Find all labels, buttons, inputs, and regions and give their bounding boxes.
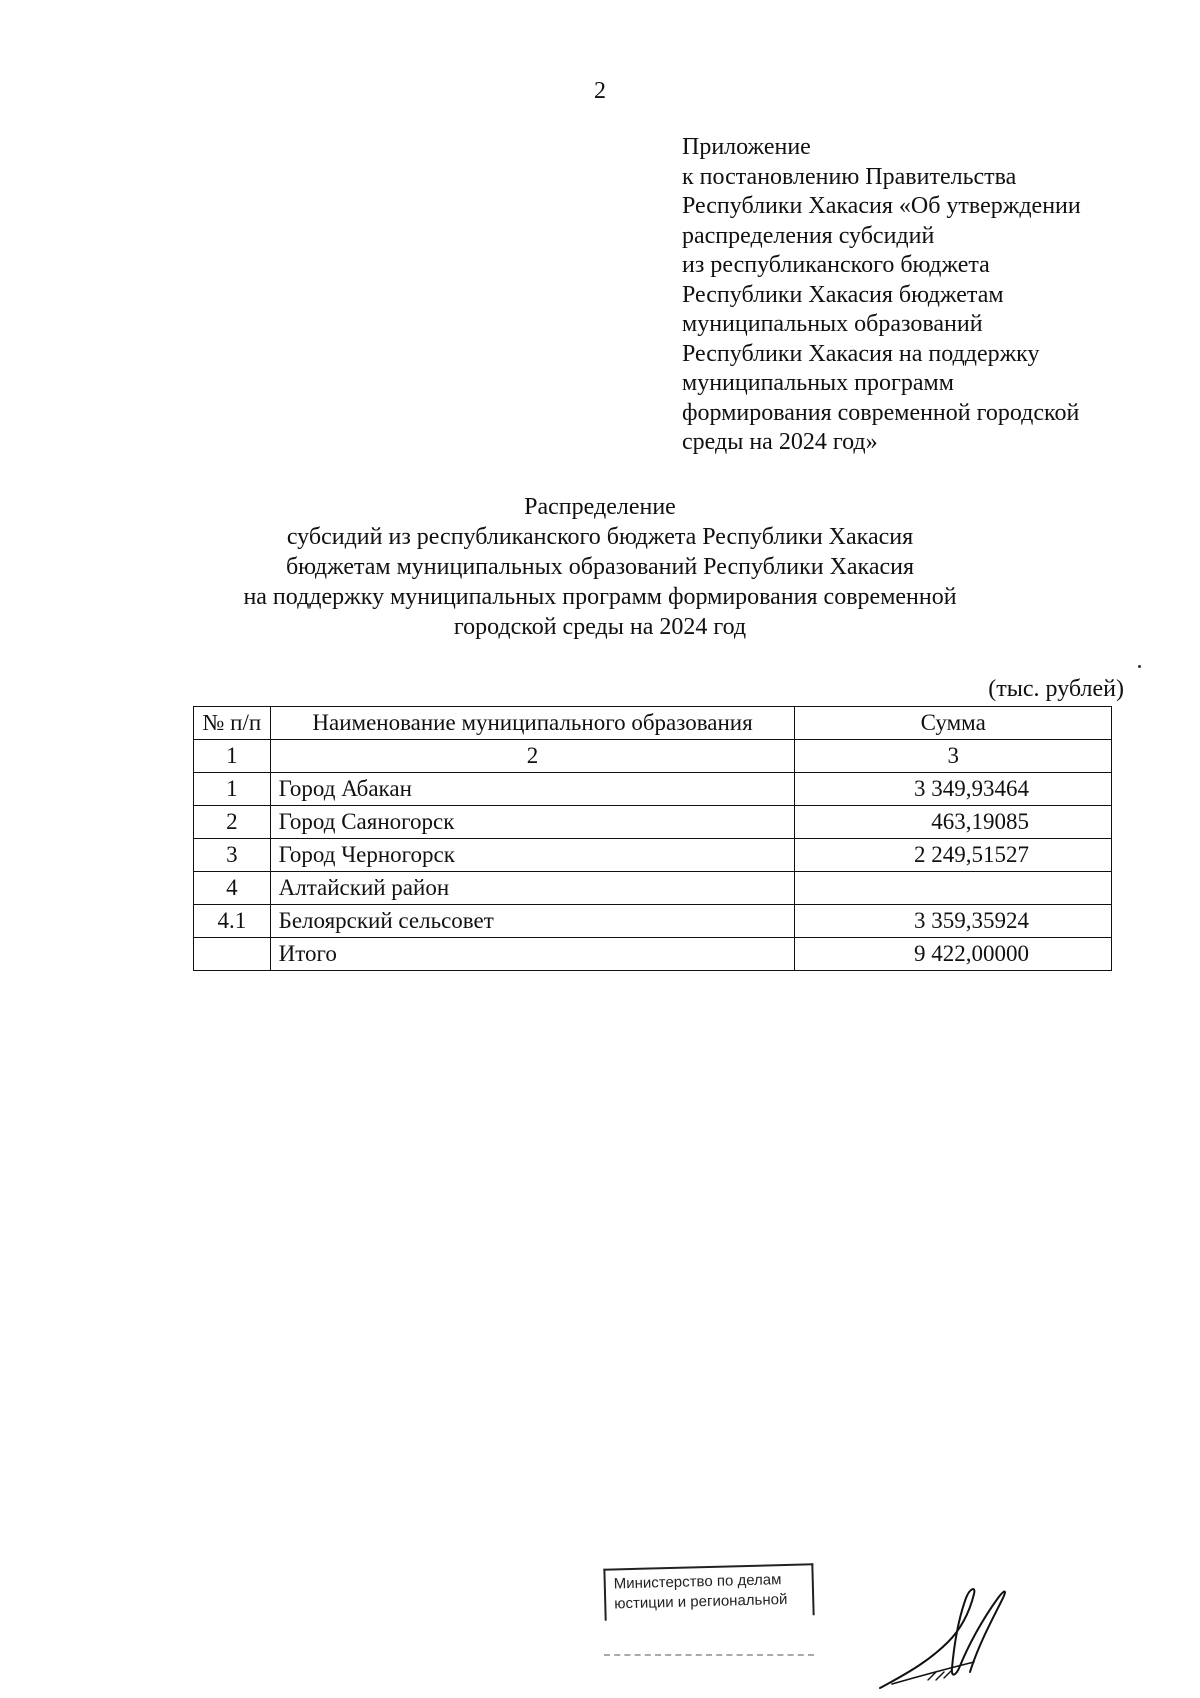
header-name: Наименование муниципального образования bbox=[270, 707, 795, 740]
row-name: Город Саяногорск bbox=[270, 806, 795, 839]
column-number: 2 bbox=[270, 740, 795, 773]
row-sum: 3 359,35924 bbox=[795, 905, 1112, 938]
appendix-line: распределения субсидий bbox=[682, 222, 935, 249]
heading-line: на поддержку муниципальных программ формирования современной bbox=[243, 584, 957, 610]
table-row bbox=[194, 872, 1112, 905]
heading-line: городской среды на 2024 год bbox=[453, 614, 747, 640]
page-number: 2 bbox=[594, 78, 606, 104]
appendix-line: муниципальных образований bbox=[682, 311, 983, 337]
header-sum: Сумма bbox=[795, 707, 1112, 740]
row-sum bbox=[795, 872, 1112, 905]
heading-line: субсидий из республиканского бюджета Республики Хакасия bbox=[286, 524, 914, 550]
appendix-line: среды на 2024 год» bbox=[682, 429, 878, 455]
column-number-row bbox=[194, 740, 1112, 773]
appendix-line: Республики Хакасия бюджетам bbox=[682, 281, 1004, 308]
total-row bbox=[194, 938, 1112, 971]
column-number: 3 bbox=[795, 740, 1112, 773]
row-name: Город Черногорск bbox=[270, 839, 795, 872]
row-sum: 3 349,93464 bbox=[795, 773, 1112, 806]
row-num: 2 bbox=[194, 806, 271, 839]
appendix-line: Приложение bbox=[682, 134, 811, 160]
stamp-line: юстиции и региональной bbox=[614, 1590, 788, 1613]
distribution-table bbox=[193, 706, 1112, 971]
row-sum: 9 422,00000 bbox=[795, 938, 1112, 971]
appendix-line: муниципальных программ bbox=[682, 370, 954, 396]
row-name: Город Абакан bbox=[270, 773, 795, 806]
appendix-line: формирования современной городской bbox=[682, 399, 1080, 426]
row-name: Итого bbox=[270, 938, 795, 971]
stamp-line: Министерство по делам bbox=[613, 1571, 782, 1593]
row-num: 3 bbox=[194, 839, 271, 872]
appendix-line: из республиканского бюджета bbox=[682, 252, 990, 278]
table-row bbox=[194, 773, 1112, 806]
unit-label: (тыс. рублей) bbox=[988, 676, 1124, 702]
row-num: 4.1 bbox=[194, 905, 271, 938]
row-num bbox=[194, 938, 271, 971]
row-sum: 2 249,51527 bbox=[795, 839, 1112, 872]
header-num: № п/п bbox=[194, 707, 271, 740]
heading-title: Распределение bbox=[524, 494, 676, 520]
scan-speck bbox=[1138, 665, 1141, 668]
heading-line: бюджетам муниципальных образований Республики Хакасия bbox=[285, 554, 915, 580]
appendix-line: Республики Хакасия на поддержку bbox=[682, 340, 1040, 367]
table-row bbox=[194, 905, 1112, 938]
stamp-border-bottom bbox=[604, 1650, 814, 1656]
row-sum: 463,19085 bbox=[795, 806, 1112, 839]
table-header-row bbox=[194, 707, 1112, 740]
table-row bbox=[194, 806, 1112, 839]
appendix-block bbox=[682, 133, 1182, 458]
signature-icon bbox=[870, 1580, 1020, 1695]
appendix-line: Республики Хакасия «Об утверждении bbox=[682, 193, 1081, 219]
appendix-line: к постановлению Правительства bbox=[682, 163, 1017, 190]
ministry-stamp bbox=[603, 1563, 814, 1620]
row-num: 4 bbox=[194, 872, 271, 905]
row-name: Белоярский сельсовет bbox=[270, 905, 795, 938]
table-row bbox=[194, 839, 1112, 872]
row-num: 1 bbox=[194, 773, 271, 806]
document-heading bbox=[0, 492, 1200, 642]
row-name: Алтайский район bbox=[270, 872, 795, 905]
column-number: 1 bbox=[194, 740, 271, 773]
